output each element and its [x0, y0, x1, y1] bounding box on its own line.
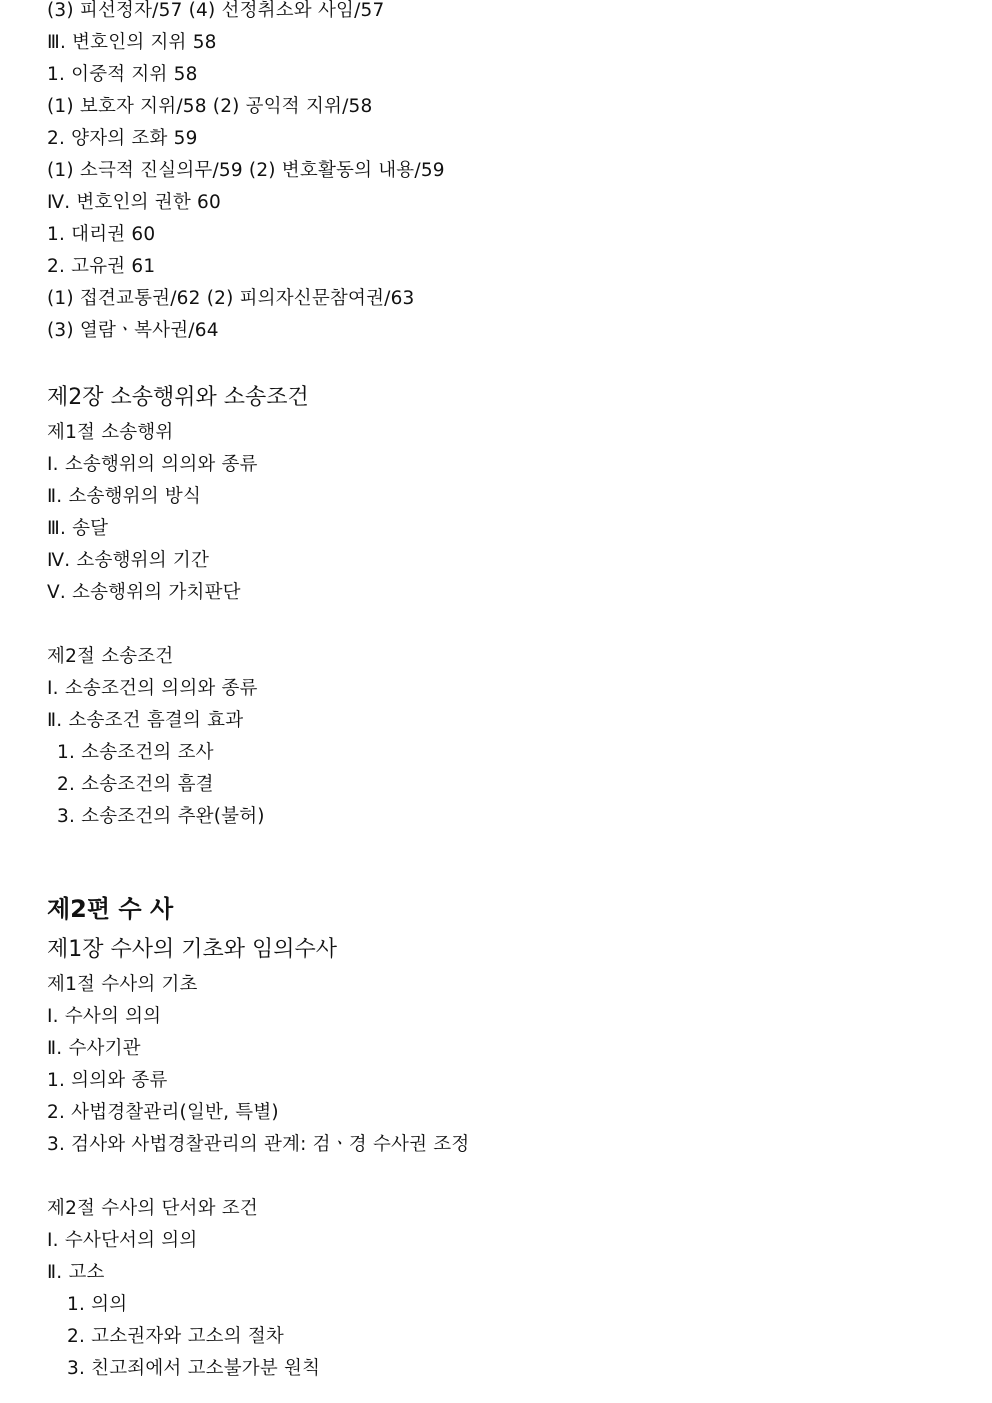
toc-subline: 1. 소송조건의 조사 [57, 742, 214, 763]
toc-line: (3) 피선정자/57 (4) 선정취소와 사임/57 [47, 0, 385, 21]
document-page [47, 0, 947, 1385]
toc-line: (1) 접견교통권/62 (2) 피의자신문참여권/63 [47, 288, 415, 309]
toc-line: Ⅲ. 송달 [47, 518, 109, 539]
toc-line: 2. 양자의 조화 59 [47, 128, 198, 149]
toc-line: Ⅱ. 소송행위의 방식 [47, 486, 202, 507]
part-heading: 제2편 수 사 [47, 895, 174, 923]
toc-line: 2. 고유권 61 [47, 256, 156, 277]
toc-line: (1) 소극적 진실의무/59 (2) 변호활동의 내용/59 [47, 160, 445, 181]
toc-line: (1) 보호자 지위/58 (2) 공익적 지위/58 [47, 96, 373, 117]
toc-line: Ⅳ. 변호인의 권한 60 [47, 192, 221, 213]
toc-line: 3. 검사와 사법경찰관리의 관계: 검ㆍ경 수사권 조정 [47, 1134, 470, 1155]
toc-subline: 2. 소송조건의 흠결 [57, 774, 214, 795]
toc-subline: 1. 의의 [67, 1294, 128, 1315]
chapter-heading: 제1장 수사의 기초와 임의수사 [47, 937, 338, 962]
toc-line: Ⅰ. 소송조건의 의의와 종류 [47, 678, 258, 699]
toc-line: (3) 열람ㆍ복사권/64 [47, 320, 219, 341]
toc-line: Ⅱ. 소송조건 흠결의 효과 [47, 710, 244, 731]
toc-line: Ⅲ. 변호인의 지위 58 [47, 32, 217, 53]
toc-line: Ⅰ. 소송행위의 의의와 종류 [47, 454, 258, 475]
toc-line: Ⅱ. 고소 [47, 1262, 105, 1283]
section-heading: 제2절 수사의 단서와 조건 [47, 1198, 258, 1219]
section-heading: 제2절 소송조건 [47, 646, 174, 667]
toc-subline: 3. 소송조건의 추완(불허) [57, 806, 265, 827]
toc-line: Ⅰ. 수사단서의 의의 [47, 1230, 198, 1251]
toc-line: Ⅰ. 수사의 의의 [47, 1006, 162, 1027]
toc-line: Ⅴ. 소송행위의 가치판단 [47, 582, 241, 603]
chapter-heading: 제2장 소송행위와 소송조건 [47, 385, 309, 410]
toc-line: 2. 사법경찰관리(일반, 특별) [47, 1102, 279, 1123]
toc-line: 1. 이중적 지위 58 [47, 64, 198, 85]
toc-subline: 3. 친고죄에서 고소불가분 원칙 [67, 1358, 321, 1379]
toc-line: 1. 의의와 종류 [47, 1070, 168, 1091]
toc-subline: 2. 고소권자와 고소의 절차 [67, 1326, 285, 1347]
toc-line: 1. 대리권 60 [47, 224, 156, 245]
toc-line: Ⅱ. 수사기관 [47, 1038, 141, 1059]
section-heading: 제1절 소송행위 [47, 422, 174, 443]
toc-line: Ⅳ. 소송행위의 기간 [47, 550, 210, 571]
section-heading: 제1절 수사의 기초 [47, 974, 198, 995]
